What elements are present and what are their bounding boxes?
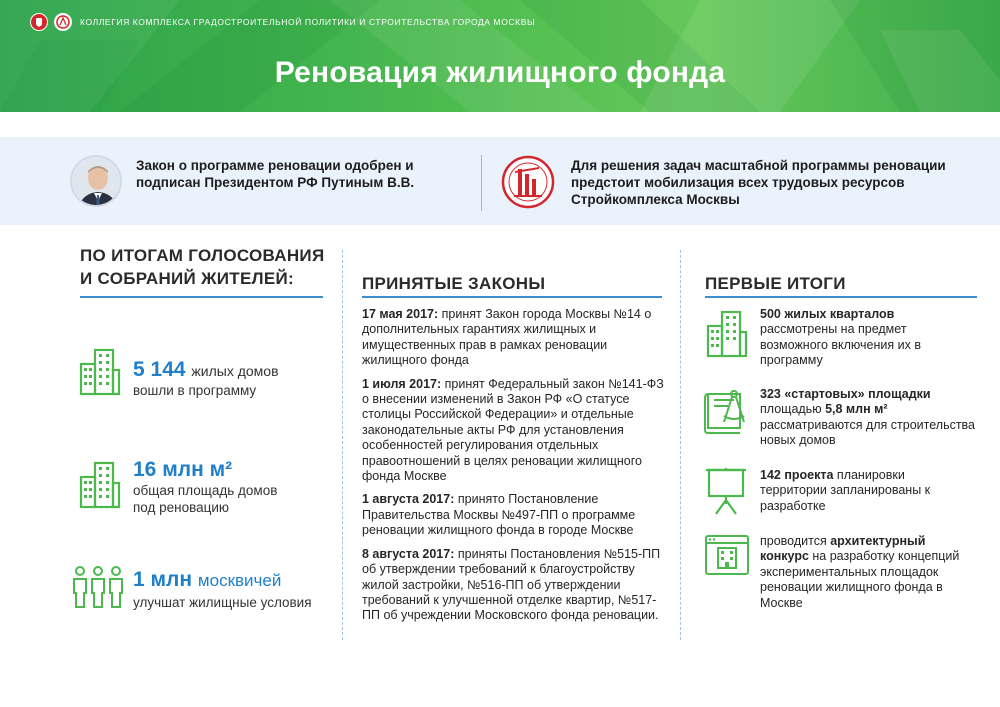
result-quarters bbox=[760, 307, 940, 369]
right-heading-underline bbox=[705, 296, 977, 298]
stat-houses-unit: жилых домов bbox=[191, 363, 279, 379]
column-separator-2 bbox=[680, 250, 681, 640]
org-line bbox=[30, 13, 535, 31]
president-portrait bbox=[70, 155, 122, 207]
law-item bbox=[362, 492, 667, 538]
buildings-icon-3 bbox=[706, 310, 748, 358]
law-item bbox=[362, 547, 667, 624]
stat-houses-desc: вошли в программу bbox=[133, 383, 257, 398]
left-heading-underline bbox=[80, 296, 323, 298]
result-quarters-bold: 500 жилых кварталов bbox=[760, 307, 895, 321]
band-right-text: Для решения задач масштабной программы реновации предстоит мобилизация всех трудовых ресурсов Стройкомплекса Москвы bbox=[571, 158, 946, 207]
result-sites-text-a: площадью bbox=[760, 402, 822, 417]
result-projects-bold: 142 проекта bbox=[760, 468, 834, 482]
law-item bbox=[362, 307, 667, 369]
left-heading-line2: И СОБРАНИЙ ЖИТЕЛЕЙ: bbox=[80, 269, 294, 288]
result-projects bbox=[760, 468, 945, 514]
law-date: 1 июля 2017: bbox=[362, 376, 442, 391]
presentation-board-icon bbox=[704, 466, 748, 516]
result-contest bbox=[760, 534, 975, 611]
header-banner bbox=[0, 0, 1000, 112]
page-title: Реновация жилищного фонда bbox=[274, 56, 726, 89]
competition-building-icon bbox=[704, 534, 750, 576]
band-divider bbox=[481, 155, 482, 211]
org-name: КОЛЛЕГИЯ КОМПЛЕКСА ГРАДОСТРОИТЕЛЬНОЙ ПОЛИТИКИ И СТРОИТЕЛЬСТВА ГОРОДА МОСКВЫ bbox=[80, 17, 536, 27]
stroykompleks-logo-icon bbox=[54, 13, 72, 31]
law-text: принято Постановление Правительства Москвы №497-ПП о программе реновации жилищного фонда в городе Москве bbox=[362, 492, 636, 538]
buildings-icon bbox=[79, 348, 121, 396]
stat-people-desc: улучшат жилищные условия bbox=[133, 595, 312, 610]
left-heading-line1: ПО ИТОГАМ ГОЛОСОВАНИЯ bbox=[80, 246, 325, 265]
law-date: 17 мая 2017: bbox=[362, 307, 439, 321]
laws-list bbox=[362, 307, 667, 632]
result-sites-text-b: рассматриваются для строительства новых домов bbox=[760, 417, 976, 448]
buildings-icon-2 bbox=[79, 461, 121, 509]
result-contest-text-a: проводится bbox=[760, 534, 827, 548]
law-text: принят Закон города Москвы №14 о дополнительных гарантиях жилищных и имущественных прав в рамках реновации жилищного фонда bbox=[362, 307, 652, 368]
result-projects-text: планировки территории запланированы к разработке bbox=[760, 468, 931, 513]
stroykompleks-emblem-icon bbox=[501, 155, 555, 209]
stat-area-desc: общая площадь домов под реновацию bbox=[133, 483, 278, 515]
result-sites bbox=[760, 387, 975, 449]
result-quarters-text: рассмотрены на предмет возможного включения их в программу bbox=[760, 322, 921, 368]
middle-heading-underline bbox=[362, 296, 662, 298]
column-separator-1 bbox=[342, 250, 343, 640]
stat-people-number bbox=[133, 568, 281, 593]
result-sites-area: 5,8 млн м² bbox=[825, 402, 888, 417]
info-band bbox=[0, 137, 1000, 225]
law-item bbox=[362, 377, 667, 485]
law-text: приняты Постановления №515-ПП об утверждении требований к благоустройству жилой застройки, №516-ПП об утверждении требований к улучшенной отделке квартир, №517-ПП об учреждении Московского фонда реновации. bbox=[362, 546, 661, 623]
result-contest-bold: архитектурный конкурс bbox=[760, 534, 926, 564]
middle-column-heading: ПРИНЯТЫЕ ЗАКОНЫ bbox=[362, 274, 546, 293]
moscow-emblem-icon bbox=[30, 13, 48, 31]
stat-area-number: 16 млн м² bbox=[133, 458, 233, 481]
law-date: 1 августа 2017: bbox=[362, 492, 455, 507]
law-date: 8 августа 2017: bbox=[362, 546, 455, 561]
law-text: принят Федеральный закон №141-ФЗ о внесении изменений в Закон РФ «О статусе столицы Российской Федерации» и отдельные законодательные акты РФ для установления особенностей регулирования отдельных правоотношений в целях реновации жилищного фонда Москве bbox=[362, 376, 664, 484]
stat-houses-value: 5 144 bbox=[133, 358, 186, 381]
band-left-text: Закон о программе реновации одобрен и подписан Президентом РФ Путиным В.В. bbox=[136, 158, 415, 190]
left-column-heading bbox=[80, 244, 340, 290]
people-icon bbox=[72, 565, 124, 609]
stat-people-unit: москвичей bbox=[197, 571, 282, 590]
result-contest-text: на разработку концепций экспериментальных площадок реновации жилищного фонда в Москве bbox=[760, 549, 960, 610]
stat-houses-number bbox=[133, 358, 279, 383]
right-column-heading: ПЕРВЫЕ ИТОГИ bbox=[705, 274, 846, 293]
result-sites-bold: 323 «стартовых» площадки bbox=[760, 387, 931, 401]
blueprint-compass-icon bbox=[704, 386, 750, 434]
stat-people-value: 1 млн bbox=[133, 568, 193, 591]
